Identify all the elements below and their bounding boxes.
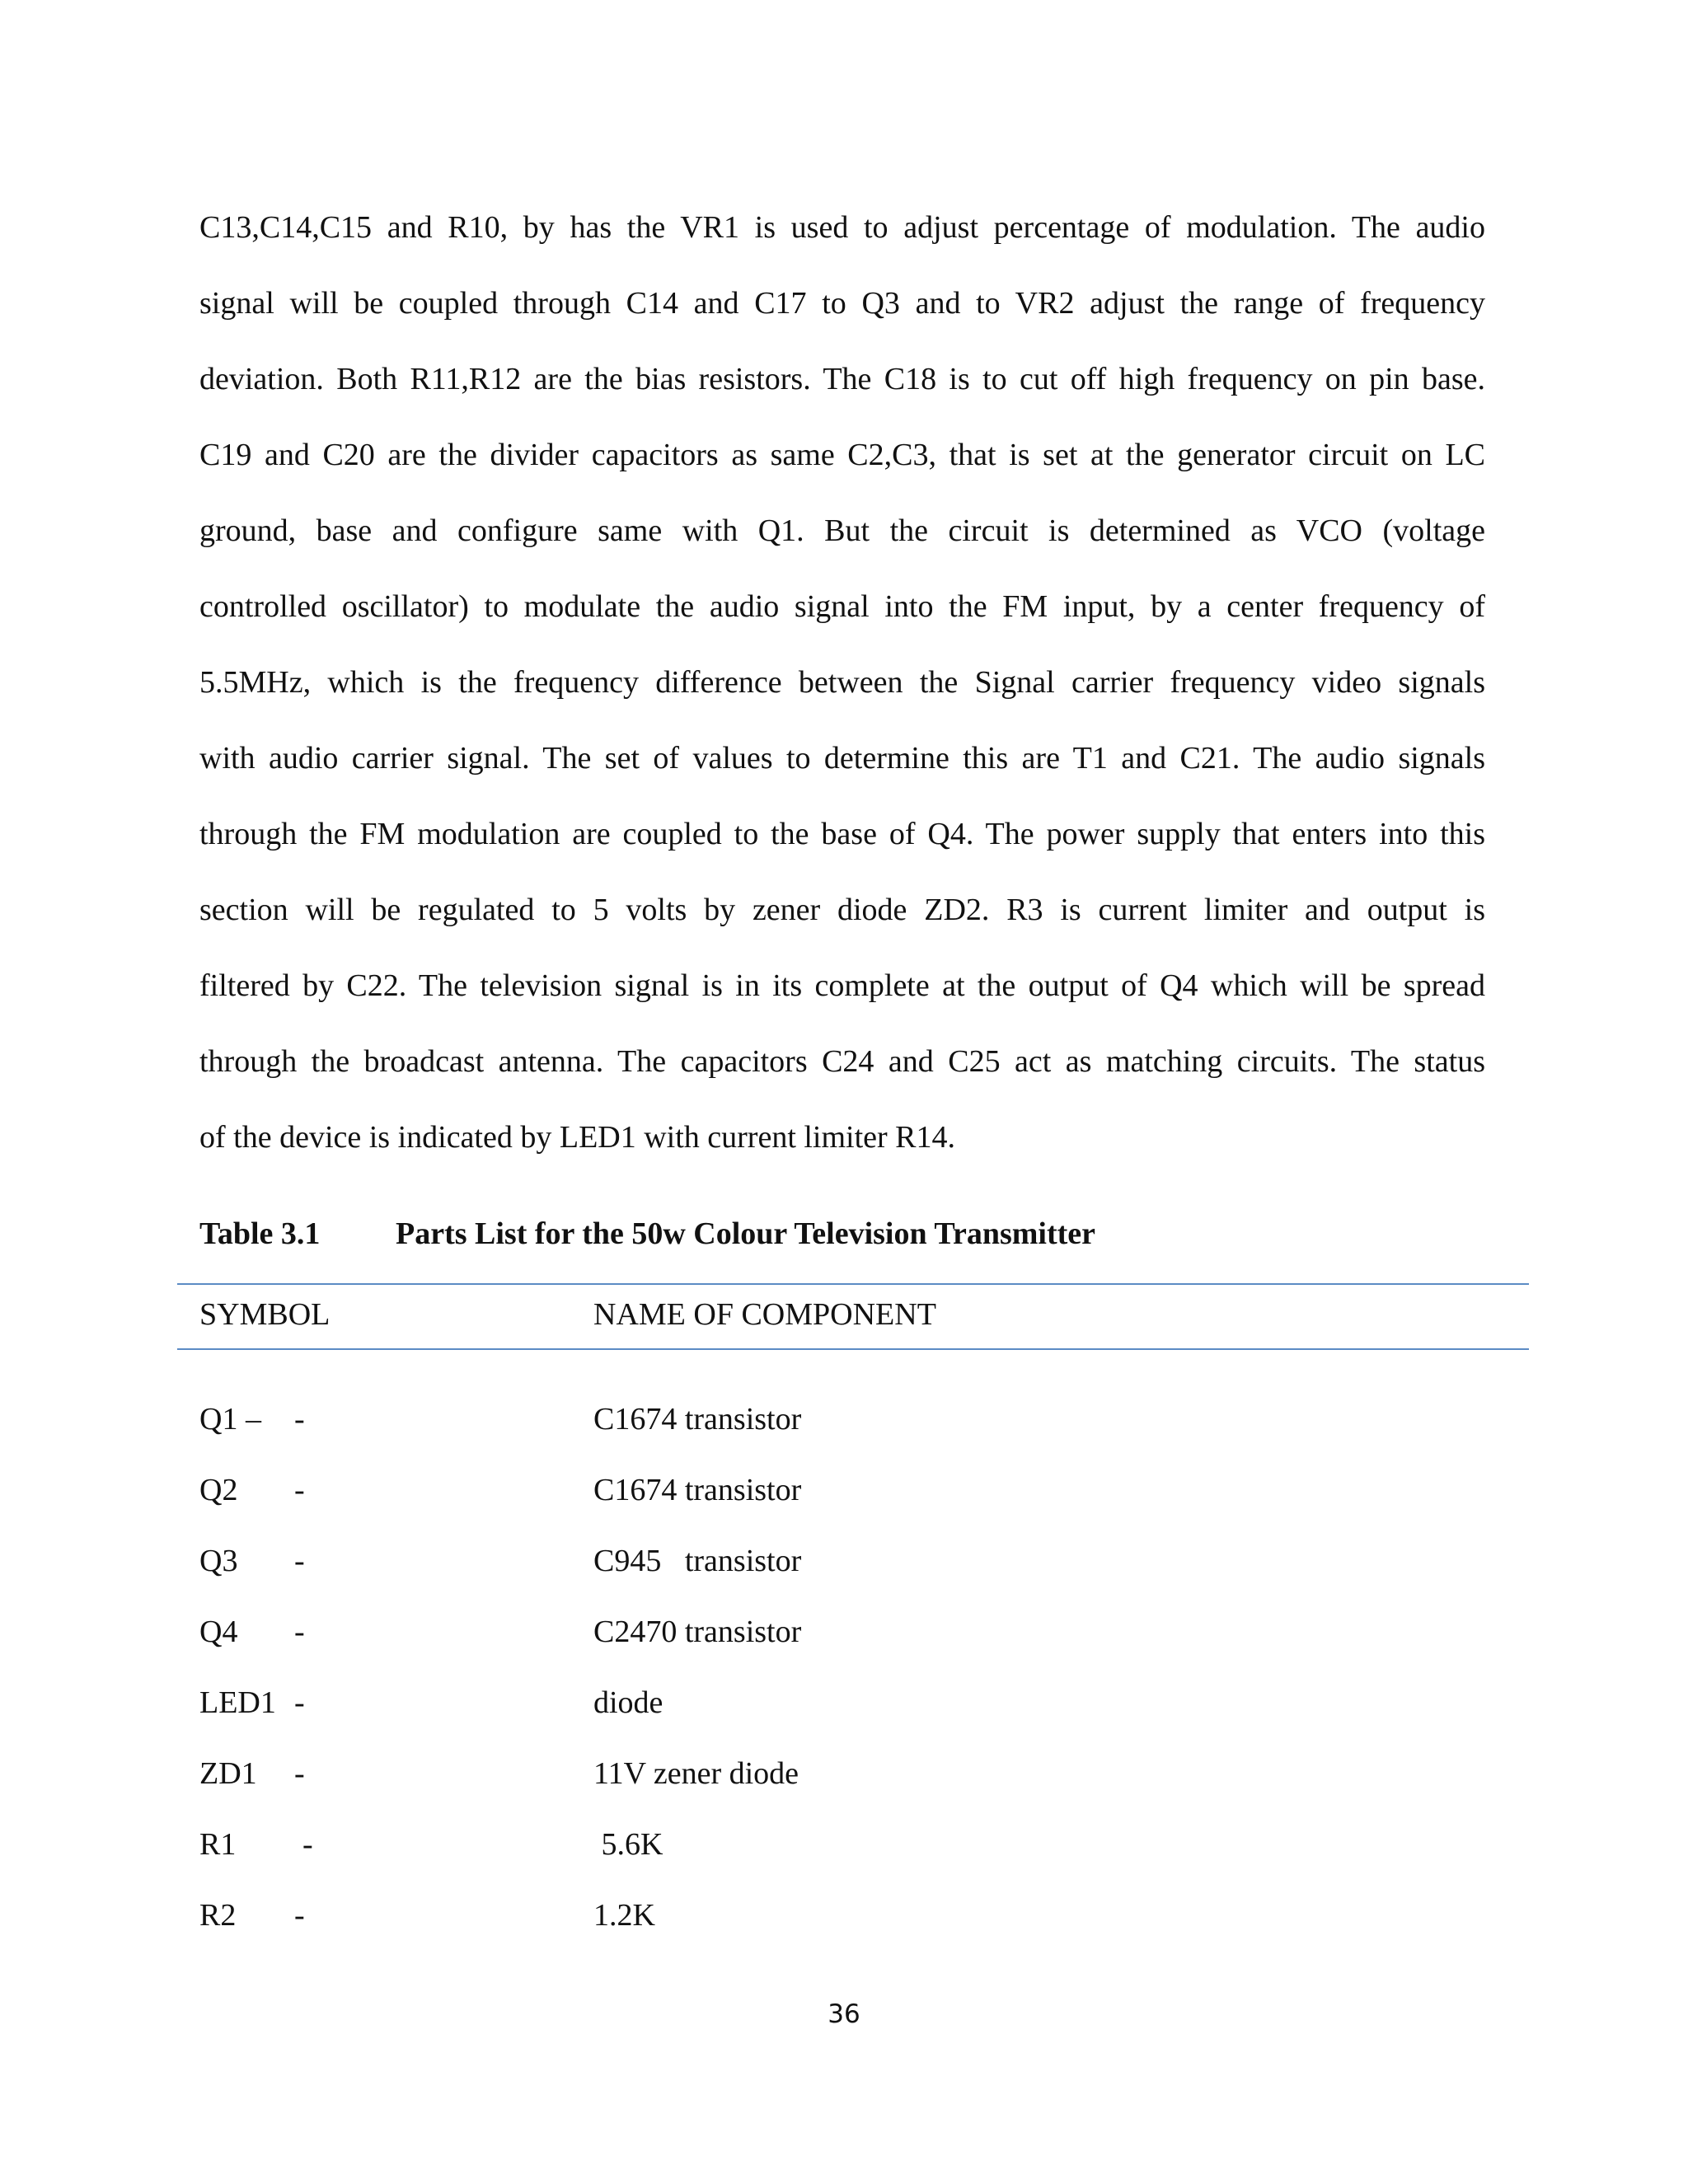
table-caption-number: Table 3.1 — [199, 1216, 321, 1251]
table-row — [0, 1824, 1688, 1895]
table-row — [0, 1611, 1688, 1682]
body-paragraph — [199, 190, 1485, 1175]
paragraph-line: through the FM modulation are coupled to the base of Q4. The power supply that enters into this — [199, 817, 1485, 851]
paragraph-line: C19 and C20 are the divider capacitors as same C2,C3, that is set at the generator circuit on LC — [199, 438, 1485, 472]
paragraph-line: filtered by C22. The television signal is in its complete at the output of Q4 which will be spread — [199, 968, 1485, 1003]
table-header-row — [0, 1294, 1688, 1335]
table-row — [0, 1469, 1688, 1540]
table-row — [0, 1399, 1688, 1469]
paragraph-line: through the broadcast antenna. The capacitors C24 and C25 act as matching circuits. The status — [199, 1044, 1485, 1079]
table-caption-title: Parts List for the 50w Colour Television Transmitter — [396, 1216, 1095, 1251]
row-component-name: C1674 transistor — [593, 1402, 802, 1436]
paragraph-line: deviation. Both R11,R12 are the bias resistors. The C18 is to cut off high frequency on pin base. — [199, 362, 1485, 396]
row-symbol: ZD1 — [199, 1756, 257, 1791]
table-top-rule — [177, 1283, 1529, 1285]
row-dash: - — [294, 1402, 305, 1436]
row-component-name: C1674 transistor — [593, 1473, 802, 1507]
header-symbol: SYMBOL — [199, 1297, 331, 1332]
row-symbol: Q2 — [199, 1473, 238, 1507]
paragraph-line: signal will be coupled through C14 and C17 to Q3 and to VR2 adjust the range of frequency — [199, 286, 1485, 321]
paragraph-line: controlled oscillator) to modulate the audio signal into the FM input, by a center frequency of — [199, 589, 1485, 624]
row-dash: - — [302, 1827, 313, 1862]
row-symbol: R2 — [199, 1898, 237, 1933]
paragraph-line: section will be regulated to 5 volts by zener diode ZD2. R3 is current limiter and output is — [199, 893, 1485, 927]
row-dash: - — [294, 1544, 305, 1578]
table-row — [0, 1753, 1688, 1824]
row-dash: - — [294, 1685, 305, 1720]
paragraph-line: ground, base and configure same with Q1. But the circuit is determined as VCO (voltage — [199, 513, 1485, 548]
parts-table-body — [0, 1399, 1688, 1966]
row-dash: - — [294, 1473, 305, 1507]
table-header-rule — [177, 1348, 1529, 1350]
row-component-name: 11V zener diode — [593, 1756, 799, 1791]
row-symbol: Q3 — [199, 1544, 238, 1578]
header-component-name: NAME OF COMPONENT — [593, 1297, 936, 1332]
table-row — [0, 1540, 1688, 1611]
paragraph-line: C13,C14,C15 and R10, by has the VR1 is used to adjust percentage of modulation. The audio — [199, 210, 1485, 245]
row-dash: - — [294, 1756, 305, 1791]
row-component-name: 1.2K — [593, 1898, 655, 1933]
row-dash: - — [294, 1898, 305, 1933]
paragraph-line: of the device is indicated by LED1 with current limiter R14. — [199, 1120, 956, 1155]
table-row — [0, 1895, 1688, 1966]
row-symbol: Q1 – — [199, 1402, 261, 1436]
paragraph-line: with audio carrier signal. The set of values to determine this are T1 and C21. The audio signals — [199, 741, 1485, 776]
page-number: 36 — [828, 1999, 860, 2029]
table-row — [0, 1682, 1688, 1753]
row-dash: - — [294, 1615, 305, 1649]
row-symbol: R1 — [199, 1827, 237, 1862]
row-component-name: diode — [593, 1685, 663, 1720]
row-symbol: LED1 — [199, 1685, 276, 1720]
paragraph-line: 5.5MHz, which is the frequency difference between the Signal carrier frequency video signals — [199, 665, 1485, 700]
row-component-name: C2470 transistor — [593, 1615, 802, 1649]
row-symbol: Q4 — [199, 1615, 238, 1649]
row-component-name: C945 transistor — [593, 1544, 802, 1578]
row-component-name: 5.6K — [593, 1827, 663, 1862]
table-caption — [199, 1213, 1095, 1254]
